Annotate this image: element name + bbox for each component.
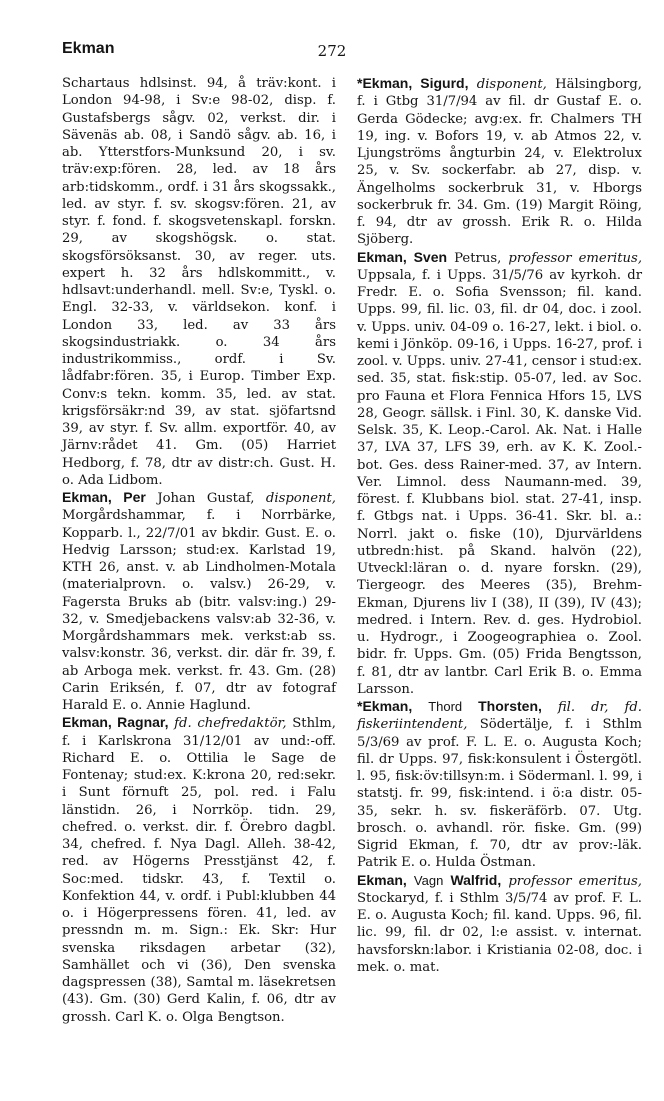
page-number: 272 <box>317 42 347 60</box>
entry-ekman-thord <box>357 698 642 872</box>
entry-occupation: professor emeritus, <box>508 873 642 889</box>
right-column <box>357 75 642 976</box>
left-column <box>62 75 336 1026</box>
entry-surname: Ekman, Ragnar, <box>62 714 169 731</box>
entry-continuation: Schartaus hdlsinst. 94, å träv:kont. i London 94-98, i Sv:e 98-02, disp. f. Gustafsbergs sågv. 02, verkst. dir. i Sävenäs ab. 08, i Sandö sågv. ab. 16, i ab. Ytterstfors-Munksund 20, i sv. träv:exp:fören. 28, led. av 18 års arb:tidskomm., ordf. i 31 års skogssakk., led. av styr. f. sv. skogsv:fören. 21, av styr. f. fond. f. skogsvetenskapl. forskn. 29, av skogshögsk. o. stat. skogsförsöksanst. 30, av reger. uts. expert h. 32 års hdlskommitt., v. hdlsavt:underhandl. mell. Sv:e, Tyskl. o. Engl. 32-33, v. världsekon. konf. i London 33, led. av 33 års skogsindustriakk. o. 34 års industrikommiss., ordf. i Sv. lådfabr:fören. 35, i Europ. Timber Exp. Conv:s tekn. komm. 35, led. av stat. krigsförsäkr:nd 39, av stat. sjöfartsnd 39, av styr. f. Sv. allm. exportför. 40, av Järnv:rådet 41. Gm. (05) Harriet Hedborg, f. 78, dtr av distr:ch. Gust. H. o. Ada Lidbom. <box>62 76 336 488</box>
running-head <box>0 40 664 70</box>
entry-surname: Ekman, Sven <box>357 248 448 265</box>
entry-ekman-sven <box>357 249 642 699</box>
entry-ekman-vagn <box>357 872 642 977</box>
entry-surname: Ekman, <box>62 489 112 505</box>
entry-given-name: Walfrid, <box>450 871 502 888</box>
entry-ekman-ragnar <box>62 714 336 1026</box>
entry-surname: *Ekman, Sigurd, <box>357 75 469 91</box>
entry-given-rest: Johan Gustaf, <box>157 491 255 506</box>
entry-given-plain: Thord <box>428 699 463 714</box>
entry-text: Södertälje, f. i Sthlm 5/3/69 av prof. F. L. E. o. Augusta Koch; fil. dr Upps. 97, fisk:konsulent i Östergötl. l. 95, fisk:öv:tillsyn:m. i Södermanl. l. 99, i statstj. fr. 99, fisk:intend. i ö:a distr. 05-35, sekr. h. sv. fiskeräförb. 07. Utg. brosch. o. avhandl. rör. fiske. Gm. (99) Sigrid Ekman, f. 70, dtr av prov:-läk. Patrik E. o. Hulda Östman. <box>357 717 642 871</box>
entry-occupation: fd. chefredaktör, <box>174 716 287 732</box>
entry-given-name: Thorsten, <box>478 698 542 714</box>
entry-occupation: professor emeritus, <box>508 250 643 266</box>
entry-text: Sthlm, f. i Karlskrona 31/12/01 av und:-off. Richard E. o. Ottilia le Sage de Fontenay; stud:ex. K:krona 20, red:sekr. i Sunt förnuft 25, pol. red. i Falu länstidn. 26, i Norrköp. tidn. 29, chefred. o. verkst. dir. f. Örebro dagbl. 34, chefred. f. Nya Dagl. Alleh. 38-42, red. av Högerns Presstjänst 42, f. Soc:med. tidskr. 43, f. Textil o. Konfektion 44, v. ordf. i Publ:klubben 44 o. i Högerpressens fören. 41, led. av pressndn m. m. Sign.: Ek. Skr: Hur svenska riksdagen arbetar (32), Samhället och vi (36), Den svenska dagspressen (38), Samtal m. läsekretsen (43). Gm. (30) Gerd Kalin, f. 06, dtr av grossh. Carl K. o. Olga Bengtson. <box>62 716 336 1025</box>
entry-occupation: fil. dr, fd. fiskeriintendent, <box>357 700 642 733</box>
entry-given-rest: Petrus, <box>454 250 502 266</box>
entry-ekman-sigurd <box>357 75 642 249</box>
entry-occupation: disponent, <box>265 491 336 506</box>
entry-text: Hälsingborg, f. i Gtbg 31/7/94 av fil. dr Gustaf E. o. Gerda Gödecke; avg:ex. fr. Chalmers TH 19, ing. v. Bofors 19, v. ab Atmos 22, v. Ljungströms ångturbin 24, v. Elektrolux 25, v. Sv. sockerfabr. ab 27, disp. v. Ängelholms sockerbruk 31, v. Hborgs sockerbruk fr. 34. Gm. (19) Margit Röing, f. 94, dtr av grossh. Erik R. o. Hilda Sjöberg. <box>357 77 642 248</box>
entry-ekman-per <box>62 489 336 714</box>
entry-text: Stockaryd, f. i Sthlm 3/5/74 av prof. F. L. E. o. Augusta Koch; fil. kand. Upps. 96, fil. lic. 99, fil. dr 02, l:e assist. v. internat. havsforskn:labor. i Kristiania 02-08, doc. i mek. o. mat. <box>357 890 642 975</box>
entry-text: Morgårdshammar, f. i Norrbärke, Kopparb. l., 22/7/01 av bkdir. Gust. E. o. Hedvig Larsson; stud:ex. Karlstad 19, KTH 26, anst. v. ab Lindholmen-Motala (materialprovn. o. valsv.) 26-29, v. Fagersta Bruks ab (bitr. valsv:ing.) 29-32, v. Smedjebackens valsv:ab 32-36, v. Morgårdshammars mek. verkst:ab ss. valsv:konstr. 36, verkst. dir. där fr. 39, f. ab Arboga mek. verkst. fr. 43. Gm. (28) Carin Eriksén, f. 07, dtr av fotograf Harald E. o. Annie Haglund. <box>62 508 336 713</box>
entry-given-plain: Vagn <box>413 872 444 888</box>
entry-surname: Ekman, <box>357 871 407 888</box>
entry-text: Uppsala, f. i Upps. 31/5/76 av kyrkoh. dr Fredr. E. o. Sofia Svensson; fil. kand. Upps. 99, fil. lic. 03, fil. dr 04, doc. i zool. v. Upps. univ. 04-09 o. 16-27, lekt. i biol. o. kemi i Jönköp. 09-16, i Upps. 16-27, prof. i zool. v. Upps. univ. 27-41, censor i stud:ex. sed. 35, stat. fisk:stip. 05-07, led. av Soc. pro Fauna et Flora Fennica Hfors 15, LVS 28, Geogr. sällsk. i Finl. 30, K. danske Vid. Selsk. 35, K. Leop.-Carol. Ak. Nat. i Halle 37, LVA 37, LFS 39, erh. av K. K. Zool.-bot. Ges. dess Rainer-med. 37, av Intern. Ver. Limnol. dess Naumann-med. 39, förest. f. Klubbans biol. stat. 27-41, insp. f. Gtbgs nat. i Upps. 36-41. Skr. bl. a.: Norrl. jakt o. fiske (10), Djurvärldens utbredn:hist. på Skand. halvön (22), Utveckl:läran o. d. nyare forskn. (29), Tiergeogr. des Meeres (35), Brehm-Ekman, Djurens liv I (38), II (39), IV (43); medred. i Intern. Rev. d. ges. Hydrobiol. u. Hydrogr., i Zoogeographiea o. Zool. bidr. fr. Upps. Gm. (05) Frida Bengtsson, f. 81, dtr av lantbr. Carl Erik B. o. Emma Larsson. <box>357 267 642 697</box>
entry-given-name: Per <box>123 489 146 505</box>
entry-occupation: disponent, <box>476 77 547 92</box>
entry-surname: *Ekman, <box>357 698 413 714</box>
running-headword: Ekman <box>62 40 115 57</box>
